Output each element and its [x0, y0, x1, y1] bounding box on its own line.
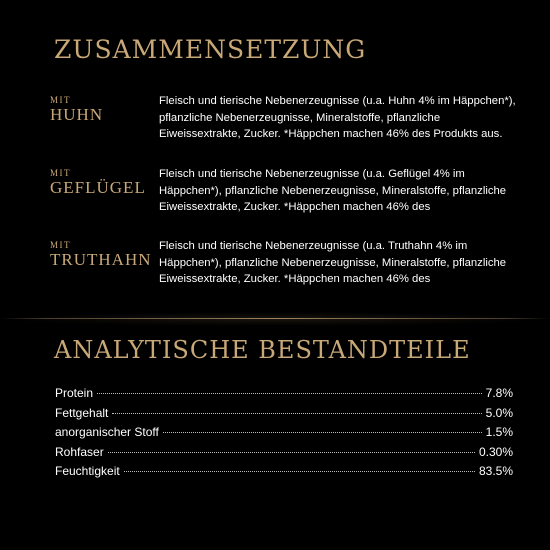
row-value: 83.5% [478, 464, 513, 478]
analytical-row-anorganischer-stoff [55, 425, 513, 445]
analytical-row-fettgehalt [55, 406, 513, 426]
analytical-row-rohfaser [55, 445, 513, 465]
row-label: Fettgehalt [55, 405, 109, 420]
analytical-row-feuchtigkeit [55, 464, 513, 484]
variant-label [50, 166, 155, 198]
variant-prefix: MIT [50, 168, 71, 178]
analytical-row-protein [55, 386, 513, 406]
variant-description: Fleisch und tierische Nebenerzeugnisse (u.a. Geflügel 4% im Häppchen*), pflanzliche Nebenerzeugnisse, Mineralstoffe, pflanzliche Eiweissextrakte, Zucker. *Häppchen machen 46% des [159, 168, 507, 213]
row-value: 7.8% [485, 386, 513, 400]
divider-glow [0, 312, 550, 326]
variant-description: Fleisch und tierische Nebenerzeugnisse (u.a. Huhn 4% im Häppchen*), pflanzliche Nebenerzeugnisse, Mineralstoffe, pflanzliche Eiweissextrakte, Zucker. *Häppchen machen 46% des Produkts aus. [159, 95, 516, 140]
dot-leader [108, 452, 475, 453]
variant-name: HUHN [50, 105, 104, 124]
section-divider [0, 318, 550, 319]
row-value: 0.30% [478, 444, 513, 459]
variant-prefix: MIT [50, 240, 71, 250]
variant-name: GEFLÜGEL [50, 178, 146, 197]
row-label: Feuchtigkeit [55, 464, 120, 478]
analytical-title: ANALYTISCHE BESTANDTEILE [54, 336, 471, 364]
row-label: Rohfaser [55, 444, 104, 459]
row-value: 1.5% [485, 425, 513, 439]
dot-leader [112, 413, 481, 414]
variant-name: TRUTHAHN [50, 250, 152, 269]
row-value: 5.0% [485, 405, 513, 420]
dot-leader [97, 393, 482, 394]
dot-leader [163, 432, 482, 433]
analytical-table [55, 386, 513, 484]
row-label: anorganischer Stoff [55, 425, 159, 439]
dot-leader [124, 471, 475, 472]
variant-prefix: MIT [50, 95, 71, 105]
variant-label [50, 93, 155, 125]
variant-label [50, 238, 155, 270]
composition-title: ZUSAMMENSETZUNG [54, 35, 367, 64]
variant-description: Fleisch und tierische Nebenerzeugnisse (u.a. Truthahn 4% im Häppchen*), pflanzliche Nebenerzeugnisse, Mineralstoffe, pflanzliche Eiweissextrakte, Zucker. *Häppchen machen 46% des [159, 240, 507, 285]
row-label: Protein [55, 386, 94, 400]
